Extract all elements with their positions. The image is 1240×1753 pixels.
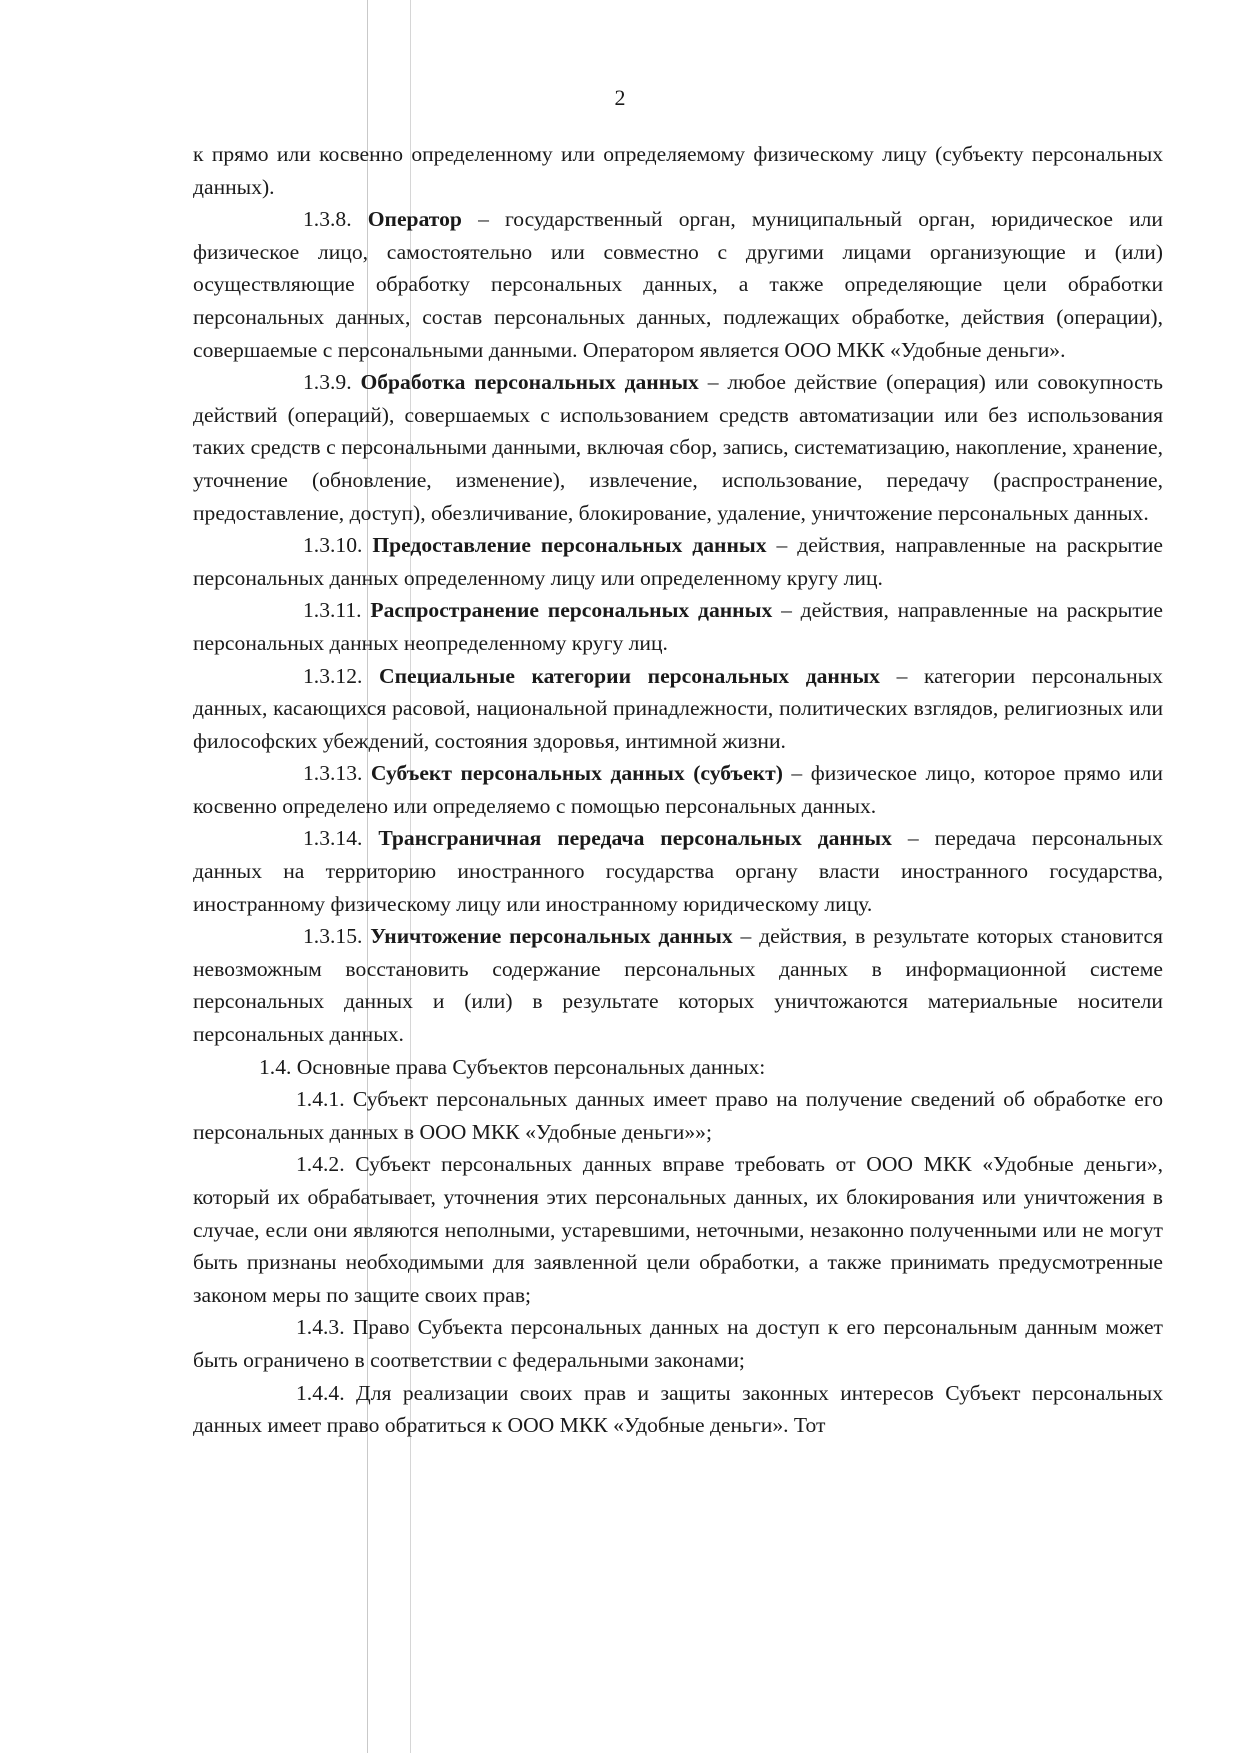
definition-text: – категории персональных данных, касающихся расовой, национальной принадлежности, политических взглядов, религиозных или философских убеждений, состояния здоровья, интимной жизни. (193, 663, 1163, 753)
page-number: 2 (614, 85, 626, 110)
definition-1-3-15 (193, 920, 1163, 1050)
document-body (193, 138, 1163, 1442)
clause-number: 1.3.14. (303, 826, 363, 851)
clause-text: Для реализации своих прав и защиты законных интересов Субъект персональных данных имеет право обратиться к ООО МКК «Удобные деньги». Тот (193, 1380, 1163, 1438)
definition-1-3-14 (193, 822, 1163, 920)
clause-1-4-1 (193, 1083, 1163, 1148)
clause-text: Субъект персональных данных имеет право на получение сведений об обработке его персональных данных в ООО МКК «Удобные деньги»»; (193, 1087, 1163, 1144)
defined-term: Уничтожение персональных данных (370, 924, 733, 949)
clause-number: 1.3.11. (303, 598, 362, 623)
definition-1-3-11 (193, 594, 1163, 659)
clause-number: 1.3.12. (303, 663, 363, 688)
clause-number: 1.4.2. (296, 1152, 345, 1177)
definition-text: – действия, направленные на раскрытие персональных данных неопределенному кругу лиц. (193, 598, 1163, 655)
definition-text: – государственный орган, муниципальный орган, юридическое или физическое лицо, самостоятельно или совместно с другими лицами организующие и (или) осуществляющие обработку персональных данных, а также определяющие цели обработки персональных данных, состав персональных данных, подлежащих обработке, действия (операции), совершаемые с персональными данными. Оператором является ООО МКК «Удобные деньги». (193, 207, 1163, 362)
paragraph-text: к прямо или косвенно определенному или определяемому физическому лицу (субъекту персональных данных). (193, 142, 1163, 199)
definition-1-3-8 (193, 203, 1163, 366)
clause-text: Право Субъекта персональных данных на доступ к его персональным данным может быть ограничено в соответствии с федеральными законами; (193, 1315, 1163, 1372)
definition-1-3-13 (193, 757, 1163, 822)
clause-text: Субъект персональных данных вправе требовать от ООО МКК «Удобные деньги», который их обрабатывает, уточнения этих персональных данных, их блокирования или уничтожения в случае, если они являются неполными, устаревшими, неточными, незаконно полученными или не могут быть признаны необходимыми для заявленной цели обработки, а также принимать предусмотренные законом меры по защите своих прав; (193, 1152, 1163, 1307)
definition-1-3-12 (193, 660, 1163, 758)
paragraph-continuation (193, 138, 1163, 203)
defined-term: Оператор (367, 207, 462, 232)
clause-number: 1.4.3. (296, 1315, 345, 1340)
defined-term: Трансграничная передача персональных данных (378, 826, 892, 851)
clause-1-4-2 (193, 1148, 1163, 1311)
clause-number: 1.3.13. (303, 761, 363, 786)
clause-1-4-4 (193, 1377, 1163, 1442)
clause-number: 1.3.8. (303, 207, 352, 232)
definition-text: – физическое лицо, которое прямо или косвенно определено или определяемо с помощью персональных данных. (193, 761, 1163, 818)
definition-1-3-10 (193, 529, 1163, 594)
definition-text: – передача персональных данных на территорию иностранного государства органу власти иностранного государства, иностранному физическому лицу или иностранному юридическому лицу. (193, 826, 1163, 916)
clause-number: 1.4. (259, 1054, 292, 1079)
section-1-4-heading (193, 1051, 1163, 1084)
clause-number: 1.4.1. (296, 1087, 345, 1112)
defined-term: Обработка персональных данных (360, 370, 699, 395)
clause-number: 1.3.15. (303, 924, 363, 949)
defined-term: Субъект персональных данных (субъект) (370, 761, 783, 786)
definition-text: – действия, в результате которых становится невозможным восстановить содержание персональных данных в информационной системе персональных данных и (или) в результате которых уничтожаются материальные носители персональных данных. (193, 924, 1163, 1047)
clause-1-4-3 (193, 1311, 1163, 1376)
defined-term: Предоставление персональных данных (372, 533, 767, 558)
definition-text: – действия, направленные на раскрытие персональных данных определенному лицу или определенному кругу лиц. (193, 533, 1163, 590)
defined-term: Специальные категории персональных данных (379, 663, 880, 688)
defined-term: Распространение персональных данных (370, 598, 773, 623)
clause-number: 1.3.10. (303, 533, 363, 558)
clause-number: 1.3.9. (303, 370, 352, 395)
definition-text: – любое действие (операция) или совокупность действий (операций), совершаемых с использованием средств автоматизации или без использования таких средств с персональными данными, включая сбор, запись, систематизацию, накопление, хранение, уточнение (обновление, изменение), извлечение, использование, передачу (распространение, предоставление, доступ), обезличивание, блокирование, удаление, уничтожение персональных данных. (193, 370, 1163, 525)
definition-1-3-9 (193, 366, 1163, 529)
clause-number: 1.4.4. (296, 1380, 345, 1405)
section-text: Основные права Субъектов персональных данных: (296, 1054, 766, 1079)
